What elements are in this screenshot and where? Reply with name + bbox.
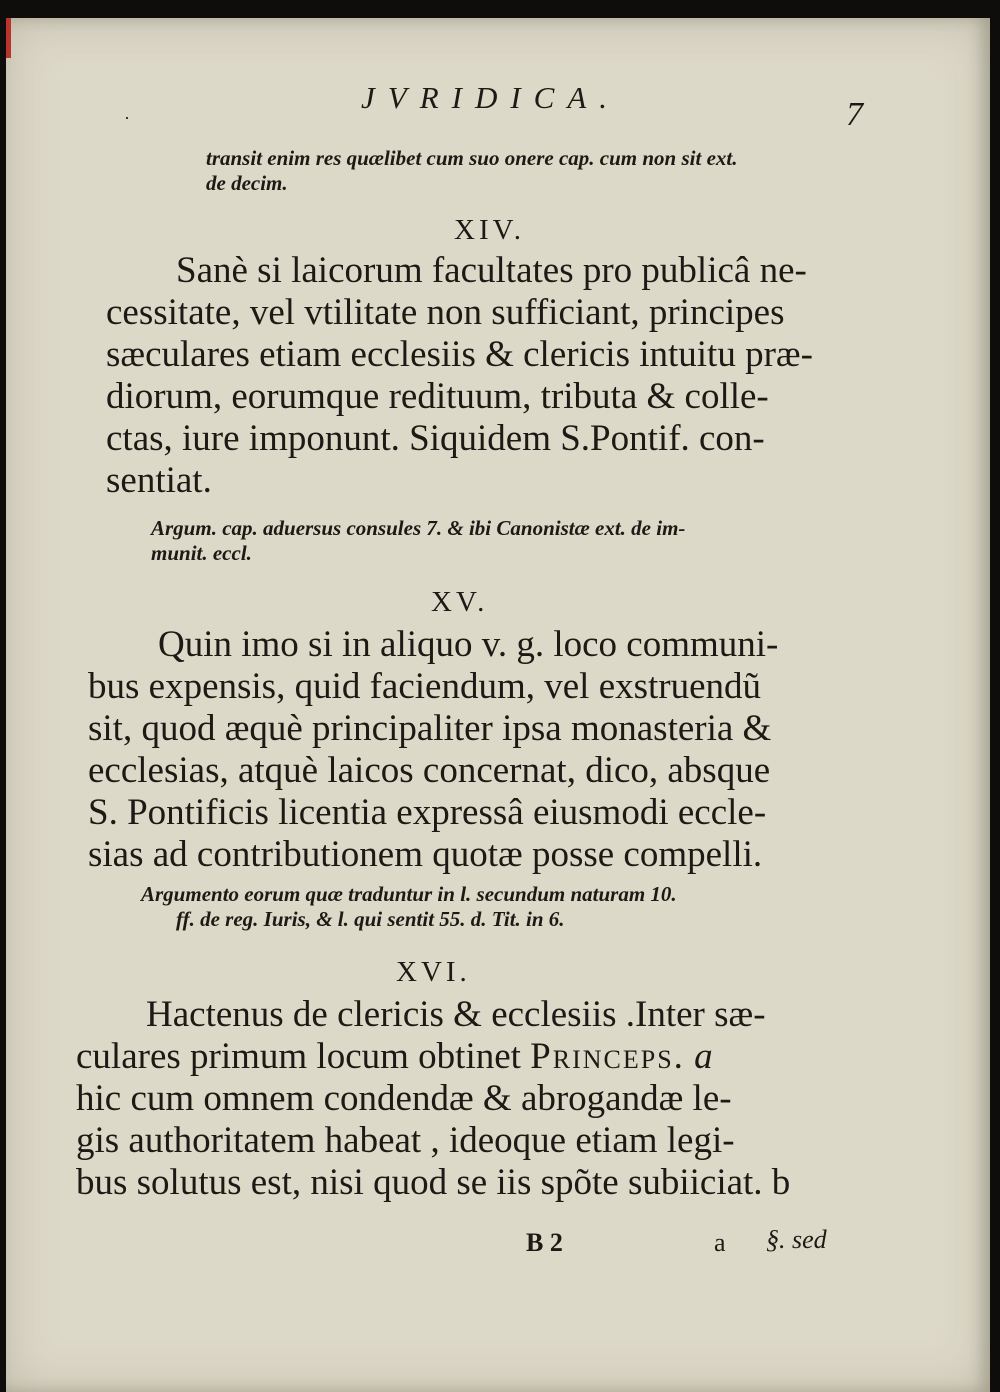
body-line: ctas, iure imponunt. Siquidem S.Pontif. con-: [106, 418, 765, 459]
footnote-marker-a: a: [684, 1036, 713, 1077]
book-page: [6, 18, 990, 1392]
body-line: sæculares etiam ecclesiis & clericis intuitu præ-: [106, 334, 813, 375]
body-line: S. Pontificis licentia expressâ eiusmodi eccle-: [88, 792, 767, 833]
signature-mark: B 2: [526, 1228, 563, 1257]
body-line: bus expensis, quid faciendum, vel exstruendũ: [88, 666, 762, 707]
ink-dot: ·: [124, 108, 130, 128]
body-text-span: culares primum locum obtinet: [76, 1036, 531, 1077]
section-numeral-xvi: XVI.: [396, 956, 471, 988]
section-numeral-xv: XV.: [431, 586, 489, 618]
body-line: bus solutus est, nisi quod se iis spõte subiiciat. b: [76, 1162, 791, 1203]
body-line: sentiat.: [106, 460, 212, 501]
catchword: §. sed: [766, 1225, 827, 1254]
section-xiv-body: [106, 250, 813, 502]
princeps-smallcaps: Princeps.: [530, 1036, 685, 1077]
page-number: 7: [846, 96, 863, 133]
body-line: diorum, eorumque redituum, tributa & colle-: [106, 376, 769, 417]
red-edge-mark: [6, 18, 11, 58]
note-line: munit. eccl.: [151, 541, 252, 565]
section-numeral-xiv: XIV.: [454, 214, 526, 246]
body-line: ecclesias, atquè laicos concernat, dico, absque: [88, 750, 771, 791]
body-line: Sanè si laicorum facultates pro publicâ ne-: [176, 250, 807, 291]
top-note-line: transit enim res quælibet cum suo onere cap. cum non sit ext.: [206, 146, 738, 170]
body-line: Hactenus de clericis & ecclesiis .Inter sæ-: [146, 994, 766, 1035]
body-line: Quin imo si in aliquo v. g. loco communi-: [158, 624, 779, 665]
body-line: [76, 1036, 790, 1078]
body-line: gis authoritatem habeat , ideoque etiam legi-: [76, 1120, 735, 1161]
top-note-line: de decim.: [206, 171, 288, 195]
body-line: sit, quod æquè principaliter ipsa monasteria &: [88, 708, 772, 749]
body-line: cessitate, vel vtilitate non sufficiant, principes: [106, 292, 785, 333]
note-line: Argumento eorum quæ traduntur in l. secundum naturam 10.: [141, 882, 677, 906]
note-line: ff. de reg. Iuris, & l. qui sentit 55. d. Tit. in 6.: [176, 907, 565, 931]
catchword-footnote-a: a: [714, 1228, 726, 1257]
note-line: Argum. cap. aduersus consules 7. & ibi Canonistæ ext. de im-: [151, 516, 686, 540]
section-xiv-note: [151, 516, 685, 566]
section-xvi-body: [76, 994, 790, 1204]
top-note: [206, 146, 737, 196]
running-header: JVRIDICA.: [361, 80, 621, 115]
body-line: hic cum omnem condendæ & abrogandæ le-: [76, 1078, 732, 1119]
body-line: sias ad contributionem quotæ posse compelli.: [88, 834, 763, 875]
section-xv-body: [88, 624, 778, 876]
section-xv-note: [141, 882, 677, 932]
